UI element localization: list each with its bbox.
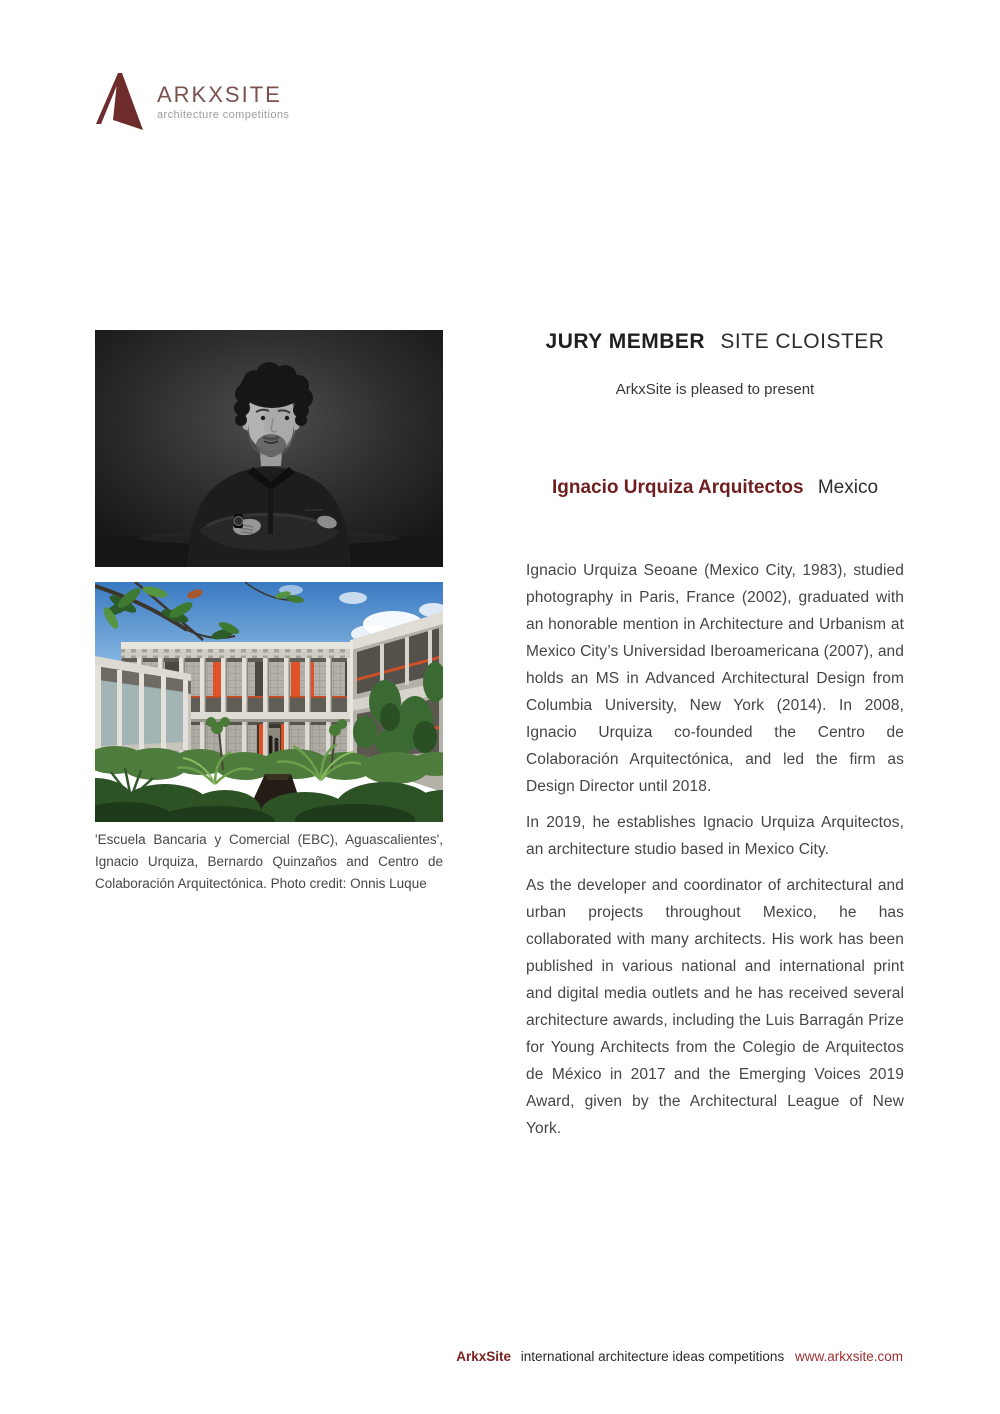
intro-line: ArkxSite is pleased to present xyxy=(615,381,815,398)
logo-text-block xyxy=(157,72,289,121)
footer-brand: ArkxSite xyxy=(456,1349,512,1364)
jury-name-text: Ignacio Urquiza Arquitectos xyxy=(551,477,804,498)
bio-paragraph-1: Ignacio Urquiza Seoane (Mexico City, 1983), studied photography in Paris, France (2002), graduated with an honorable mention in Architecture and Urbanism at Mexico City’s Universidad Iberoamericana (2007), and holds an MS in Advanced Architectural Design from Columbia University, New York (2014). In 2008, Ignacio Urquiza co-founded the Centro de Colaboración Arquitectónica, and led the firm as Design Director until 2018. xyxy=(526,562,904,795)
bio-paragraph-3: As the developer and coordinator of architectural and urban projects throughout Mexico, he has collaborated with many architects. His work has been published in various national and international print and digital media outlets and he has received several architecture awards, including the Luis Barragán Prize for Young Architects from the Colegio de Arquitectos de México in 2017 and the Emerging Voices 2019 Award, given by the Architectural League of New York. xyxy=(526,877,904,1137)
photo-caption: 'Escuela Bancaria y Comercial (EBC), Aguascalientes', Ignacio Urquiza, Bernardo Quinzaños and Centro de Colaboración Arquitectónica. Photo credit: Onnis Luque xyxy=(95,832,443,891)
footer-url-link[interactable]: www.arkxsite.com xyxy=(794,1349,903,1364)
arkxsite-logo-mark-icon xyxy=(93,72,145,132)
title-jury-member: JURY MEMBER xyxy=(545,330,706,353)
portrait-photo-image xyxy=(95,330,443,567)
building-photo-image xyxy=(95,582,443,822)
biography xyxy=(526,557,904,1142)
bio-paragraph-2: In 2019, he establishes Ignacio Urquiza Arquitectos, an architecture studio based in Mexico City. xyxy=(526,814,904,858)
main-content xyxy=(526,330,904,1137)
logo-brand-text: ARKXSITE xyxy=(157,82,282,107)
jury-country-text: Mexico xyxy=(817,477,879,498)
jury-member-heading xyxy=(526,477,904,499)
page-footer xyxy=(456,1349,903,1364)
page-title xyxy=(526,330,904,354)
arkxsite-logo xyxy=(93,72,289,132)
logo-tagline-text: architecture competitions xyxy=(157,109,290,121)
title-site-cloister: SITE CLOISTER xyxy=(720,330,885,353)
portrait-photo xyxy=(95,330,443,567)
building-photo xyxy=(95,582,443,822)
footer-tagline: international architecture ideas competitions xyxy=(520,1349,785,1364)
